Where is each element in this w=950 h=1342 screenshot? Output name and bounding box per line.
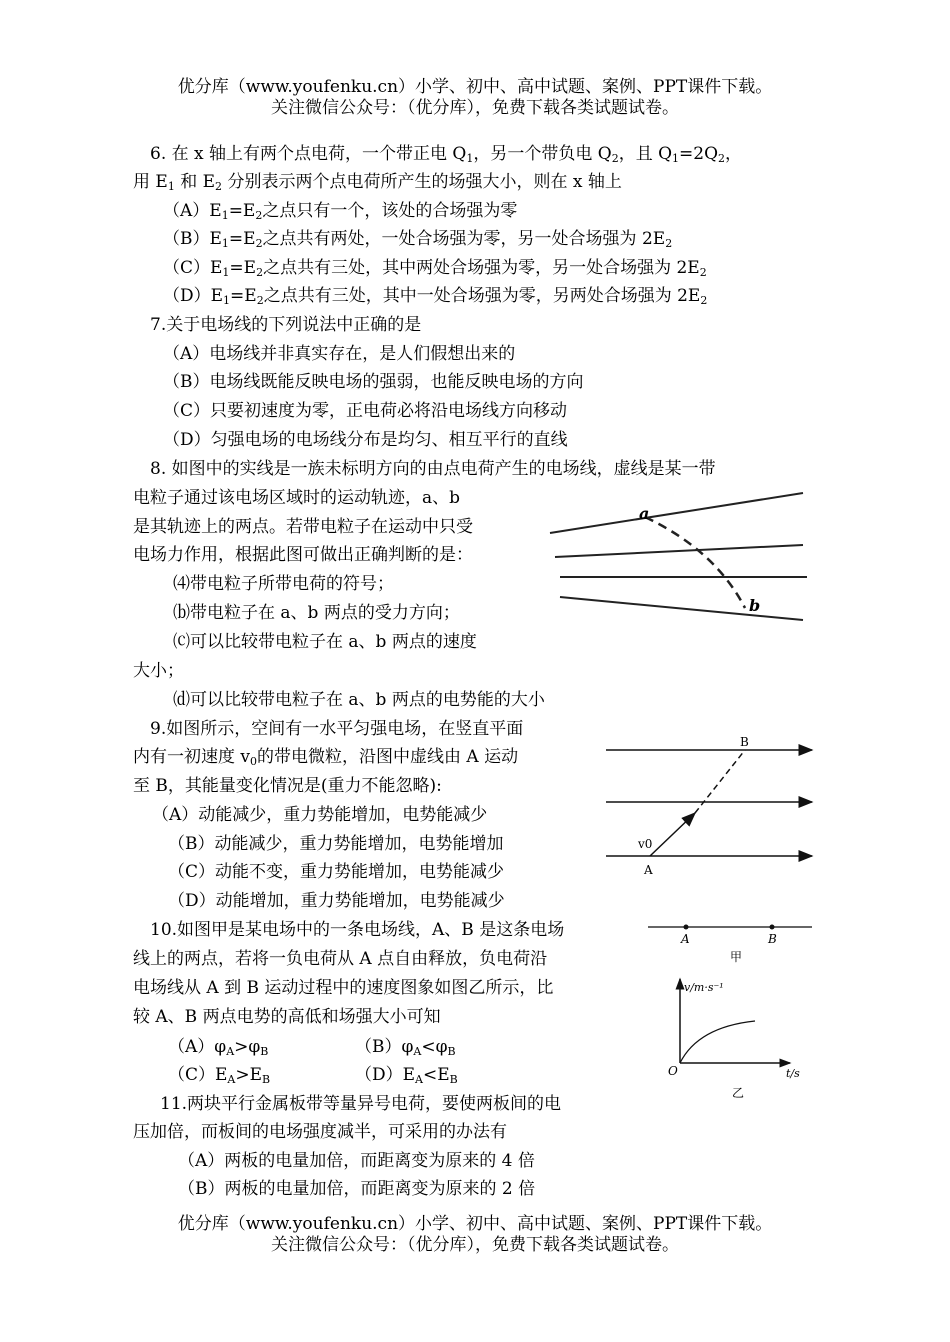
q10-stem-line-4: 较 A、B 两点电势的高低和场强大小可知 <box>133 1007 441 1027</box>
q6-option-a: $(A)E_1=E_2$之点只有一个，该处的合场强为零 <box>163 201 518 222</box>
velocity-arrow <box>650 813 695 856</box>
q9-stem-line-3: 至 B，其能量变化情况是(重力不能忽略): <box>133 776 442 796</box>
q10-option-b: $(B)\varphi_A<\varphi_B$ <box>355 1037 456 1058</box>
q6-option-b: $(B)E_1=E_2$之点共有两处，一处合场强为零，另一处合场强为 $2E_2$ <box>163 229 673 250</box>
point-b-label: b <box>749 596 761 615</box>
q6-option-d: $(D)E_1=E_2$之点共有三处，其中一处合场强为零，另两处合场强为 $2E_2$ <box>163 286 708 307</box>
q8-stem-line-2: 电粒子通过该电场区域时的运动轨迹，a、b <box>133 488 461 508</box>
jia-b-label: B <box>768 932 777 946</box>
q10-stem-line-1: 10.如图甲是某电场中的一条电场线，A、B 是这条电场 <box>150 920 565 940</box>
v0-label: v0 <box>638 837 653 851</box>
point-a-label: a <box>639 504 650 523</box>
q11-option-a: （A）两板的电量加倍，而距离变为原来的 4 倍 <box>178 1151 535 1171</box>
q8-stem-line-1: 8. 如图中的实线是一族未标明方向的由点电荷产生的电场线，虚线是某一带 <box>150 459 716 479</box>
q10-stem-line-3: 电场线从 A 到 B 运动过程中的速度图象如图乙所示，比 <box>133 978 554 998</box>
q8-option-c-cont: 大小； <box>133 661 184 681</box>
q11-stem-line-1: 11.两块平行金属板带等量异号电荷，要使两板间的电 <box>160 1094 562 1114</box>
q9-option-c: （C）动能不变，重力势能增加，电势能减少 <box>168 862 505 882</box>
origin-label: O <box>668 1064 678 1078</box>
point-a-label: A <box>644 863 653 877</box>
yi-caption: 乙 <box>732 1086 745 1100</box>
q6-stem-line-1: 6. 在 x 轴上有两个点电荷，一个带正电 $Q_1$，另一个带负电 $Q_2$，且 $Q_1=2Q_2$， <box>150 144 743 165</box>
t-axis-label: t/s <box>786 1067 800 1080</box>
q7-option-a: （A）电场线并非真实存在，是人们假想出来的 <box>163 344 516 364</box>
velocity-curve <box>680 1021 755 1063</box>
trajectory-dashed <box>645 517 745 608</box>
q10-option-d: $(D)E_A<E_B$ <box>355 1065 458 1086</box>
q10-stem-line-2: 线上的两点，若将一负电荷从 A 点自由释放，负电荷沿 <box>133 949 548 969</box>
q9-option-d: （D）动能增加，重力势能增加，电势能减少 <box>168 891 505 911</box>
q10-option-c: $(C)E_A>E_B$ <box>168 1065 271 1086</box>
q8-stem-line-3: 是其轨迹上的两点。若带电粒子在运动中只受 <box>133 517 473 537</box>
field-line <box>550 493 803 533</box>
q7-stem: 7.关于电场线的下列说法中正确的是 <box>150 315 422 335</box>
q8-option-a: ⑷带电粒子所带电荷的符号； <box>173 574 394 594</box>
q8-stem-line-4: 电场力作用，根据此图可做出正确判断的是： <box>133 545 473 565</box>
point-b-label: B <box>740 735 749 749</box>
q9-option-a: （A）动能减少，重力势能增加，电势能减少 <box>152 805 488 825</box>
path-dashed <box>695 750 745 813</box>
q8-field-lines-figure <box>545 485 815 630</box>
header-line-2: 关注微信公众号：（优分库），免费下载各类试题试卷。 <box>271 98 679 118</box>
point-a-dot <box>684 925 689 930</box>
v-axis-label: v/m·s⁻¹ <box>684 981 724 994</box>
jia-a-label: A <box>681 932 690 946</box>
footer-line-1: 优分库（www.youfenku.cn）小学、初中、高中试题、案例、PPT课件下载。 <box>177 1214 773 1234</box>
q9-stem-line-1: 9.如图所示，空间有一水平匀强电场，在竖直平面 <box>150 719 524 739</box>
point-b-dot <box>770 925 775 930</box>
field-line <box>555 545 803 557</box>
q7-option-c: （C）只要初速度为零，正电荷必将沿电场线方向移动 <box>163 401 568 421</box>
q6-stem-line-2: 用 $E_1$ 和 $E_2$ 分别表示两个点电荷所产生的场强大小，则在 x 轴上 <box>133 172 622 193</box>
q7-option-b: （B）电场线既能反映电场的强弱，也能反映电场的方向 <box>163 372 584 392</box>
jia-caption: 甲 <box>730 950 743 964</box>
q6-option-c: $(C)E_1=E_2$之点共有三处，其中两处合场强为零，另一处合场强为 $2E_2$ <box>163 258 707 279</box>
q8-option-b: ⒝带电粒子在 a、b 两点的受力方向； <box>173 603 460 623</box>
header-line-1: 优分库（www.youfenku.cn）小学、初中、高中试题、案例、PPT课件下载。 <box>177 77 773 97</box>
q9-option-b: （B）动能减少，重力势能增加，电势能增加 <box>168 834 504 854</box>
q10-option-a: $(A)\varphi_A>\varphi_B$ <box>168 1037 269 1058</box>
footer-line-2: 关注微信公众号：（优分库），免费下载各类试题试卷。 <box>271 1235 679 1255</box>
q7-option-d: （D）匀强电场的电场线分布是均匀、相互平行的直线 <box>163 430 568 450</box>
q9-stem-line-2: 内有一初速度 $v_0$的带电微粒，沿图中虚线由 A 运动 <box>133 747 519 768</box>
q9-uniform-field-figure <box>600 733 822 883</box>
q8-option-d: ⒟可以比较带电粒子在 a、b 两点的电势能的大小 <box>173 690 545 710</box>
q10-figures <box>640 915 820 1105</box>
q8-option-c: ⒞可以比较带电粒子在 a、b 两点的速度 <box>173 632 477 652</box>
q11-option-b: （B）两板的电量加倍，而距离变为原来的 2 倍 <box>178 1179 536 1199</box>
q11-stem-line-2: 压加倍，而板间的电场强度减半，可采用的办法有 <box>133 1122 507 1142</box>
field-line <box>560 597 803 620</box>
